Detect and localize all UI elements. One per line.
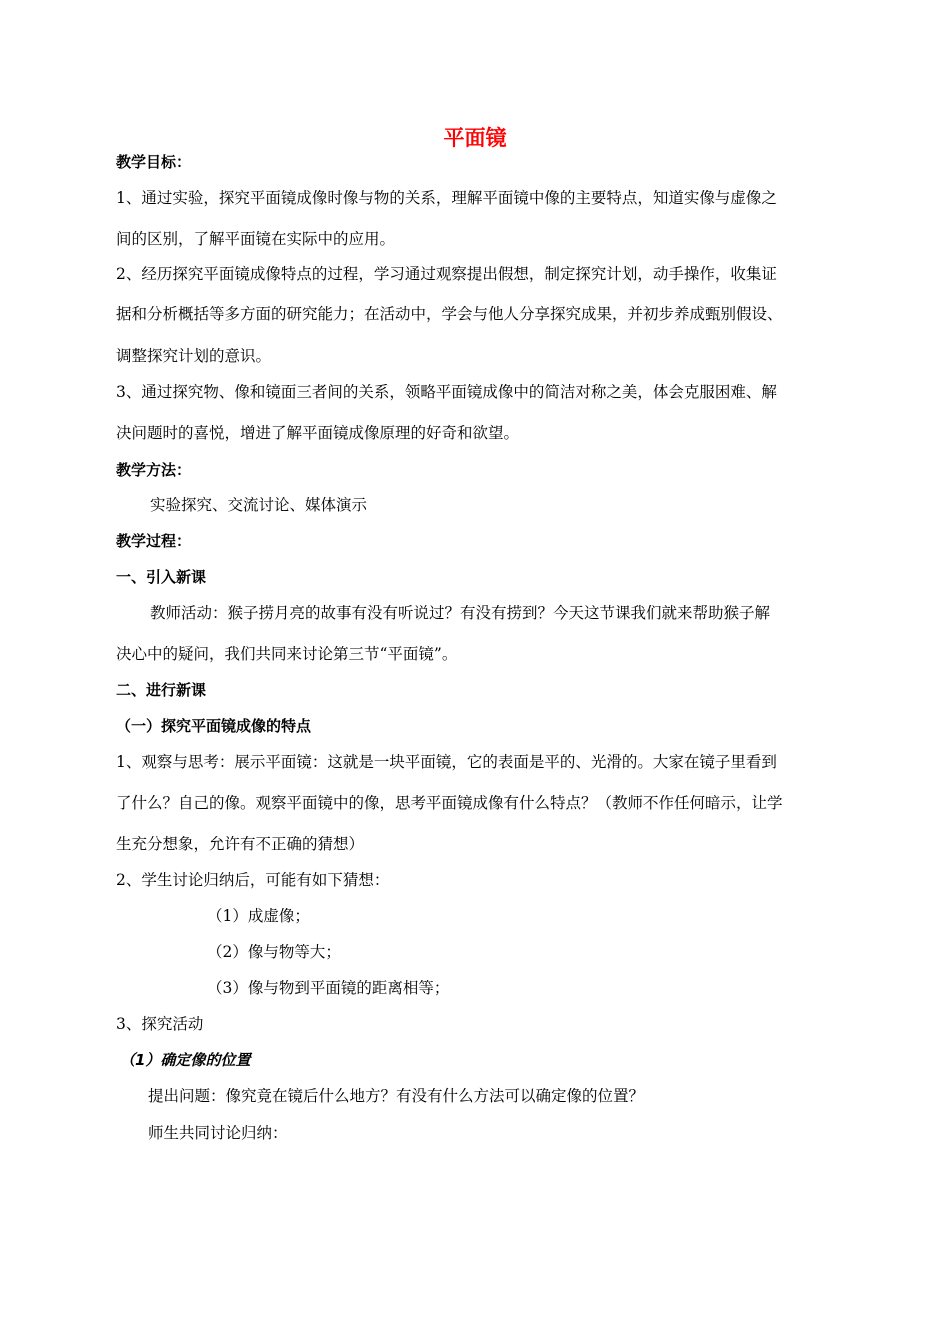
guess-2: （2）像与物等大；: [207, 943, 341, 961]
methods-heading: 教学方法：: [116, 461, 192, 479]
goal-3-line-2: 决问题时的喜悦，增进了解平面镜成像原理的好奇和欲望。: [116, 424, 520, 442]
part-1-heading: （一）探究平面镜成像的特点: [116, 717, 312, 735]
activity-heading: 3、探究活动: [116, 1015, 204, 1033]
goal-1-line-1: 1、通过实验，探究平面镜成像时像与物的关系，理解平面镜中像的主要特点，知道实像与虚像之: [116, 189, 777, 207]
section-1-line-1: 教师活动：猴子捞月亮的故事有没有听说过？有没有捞到？今天这节课我们就来帮助猴子解: [150, 604, 771, 622]
section-2-heading: 二、进行新课: [116, 681, 207, 699]
sub-1-heading: （1）确定像的位置: [120, 1051, 251, 1069]
section-1-line-2: 决心中的疑问，我们共同来讨论第三节“平面镜”。: [116, 645, 458, 663]
document-title: 平面镜: [443, 126, 507, 150]
observe-line-1: 1、观察与思考：展示平面镜：这就是一块平面镜，它的表面是平的、光滑的。大家在镜子里看到: [116, 753, 777, 771]
goal-2-line-3: 调整探究计划的意识。: [116, 347, 272, 365]
question-line-1: 提出问题：像究竟在镜后什么地方？有没有什么方法可以确定像的位置？: [148, 1087, 645, 1105]
process-heading: 教学过程：: [116, 532, 192, 550]
observe-line-2: 了什么？自己的像。观察平面镜中的像，思考平面镜成像有什么特点？（教师不作任何暗示，让学: [116, 794, 783, 812]
summary-line-1: 师生共同讨论归纳：: [148, 1124, 288, 1142]
discuss-line-1: 2、学生讨论归纳后，可能有如下猜想：: [116, 871, 390, 889]
goal-3-line-1: 3、通过探究物、像和镜面三者间的关系，领略平面镜成像中的简洁对称之美，体会克服困难、解: [116, 383, 777, 401]
observe-line-3: 生充分想象，允许有不正确的猜想）: [116, 835, 365, 853]
goals-heading: 教学目标：: [116, 153, 192, 171]
goal-2-line-1: 2、经历探究平面镜成像特点的过程，学习通过观察提出假想，制定探究计划，动手操作，收集证: [116, 265, 777, 283]
guess-1: （1）成虚像；: [207, 907, 310, 925]
goal-1-line-2: 间的区别，了解平面镜在实际中的应用。: [116, 230, 396, 248]
section-1-heading: 一、引入新课: [116, 568, 207, 586]
goal-2-line-2: 据和分析概括等多方面的研究能力；在活动中，学会与他人分享探究成果，并初步养成甄别假设、: [116, 305, 783, 323]
guess-3: （3）像与物到平面镜的距离相等；: [207, 979, 450, 997]
methods-text: 实验探究、交流讨论、媒体演示: [150, 496, 368, 514]
